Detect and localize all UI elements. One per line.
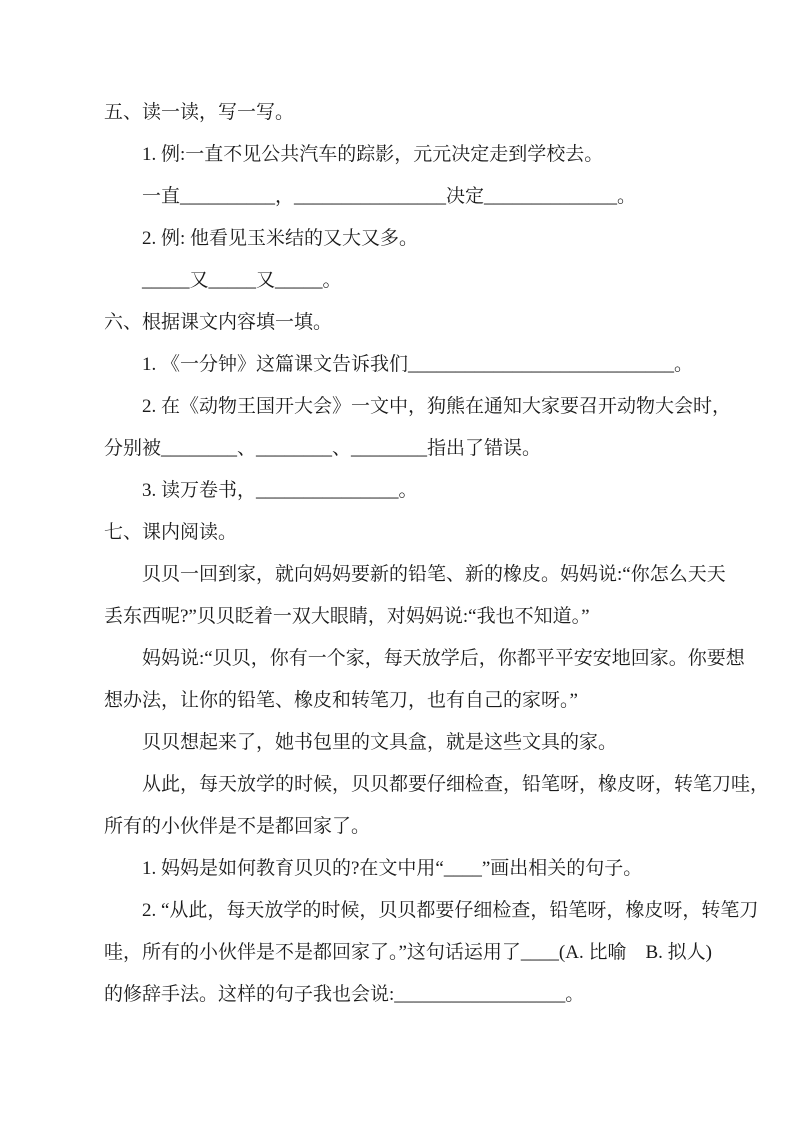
fill-blank-sentence-2: _____又_____又_____。 <box>142 270 342 291</box>
section-five-heading: 五、读一读，写一写。 <box>104 102 295 123</box>
reading-paragraph-3: 贝贝想起来了，她书包里的文具盒，就是这些文具的家。 <box>142 732 618 753</box>
question-one-minute: 1. 《一分钟》这篇课文告诉我们____________________________。 <box>142 354 694 375</box>
reading-question-2-line-2: 哇，所有的小伙伴是不是都回家了。”这句话运用了____(A. 比喻 B. 拟人) <box>104 942 712 963</box>
reading-paragraph-4-line-2: 所有的小伙伴是不是都回家了。 <box>104 816 371 837</box>
section-five-read-and-write <box>104 92 744 302</box>
reading-paragraph-1-line-1: 贝贝一回到家，就向妈妈要新的铅笔、新的橡皮。妈妈说:“你怎么天天 <box>142 564 726 585</box>
section-seven-reading <box>104 512 770 1016</box>
section-six-fill-from-text <box>104 302 744 512</box>
reading-question-1: 1. 妈妈是如何教育贝贝的?在文中用“____”画出相关的句子。 <box>142 858 643 879</box>
reading-question-2-line-1: 2. “从此，每天放学的时候，贝贝都要仔细检查，铅笔呀，橡皮呀，转笔刀 <box>142 900 759 921</box>
fill-blank-sentence-1: 一直__________，________________决定______________。 <box>142 186 637 207</box>
reading-paragraph-2-line-2: 想办法，让你的铅笔、橡皮和转笔刀，也有自己的家呀。” <box>104 690 578 711</box>
example-sentence-1: 1. 例:一直不见公共汽车的踪影，元元决定走到学校去。 <box>142 144 604 165</box>
section-six-heading: 六、根据课文内容填一填。 <box>104 312 333 333</box>
question-read-books: 3. 读万卷书，_______________。 <box>142 480 418 501</box>
example-sentence-2: 2. 例: 他看见玉米结的又大又多。 <box>142 228 419 249</box>
reading-paragraph-1-line-2: 丢东西呢?”贝贝眨着一双大眼睛，对妈妈说:“我也不知道。” <box>104 606 590 627</box>
reading-question-2-line-3: 的修辞手法。这样的句子我也会说:__________________。 <box>104 984 585 1005</box>
question-animal-kingdom-line-1: 2. 在《动物王国开大会》一文中，狗熊在通知大家要召开动物大会时， <box>142 396 732 417</box>
reading-paragraph-4-line-1: 从此，每天放学的时候，贝贝都要仔细检查，铅笔呀，橡皮呀，转笔刀哇， <box>142 774 770 795</box>
section-seven-heading: 七、课内阅读。 <box>104 522 238 543</box>
reading-paragraph-2-line-1: 妈妈说:“贝贝，你有一个家，每天放学后，你都平平安安地回家。你要想 <box>142 648 745 669</box>
question-animal-kingdom-line-2: 分别被________、________、________指出了错误。 <box>104 438 542 459</box>
worksheet-content <box>104 92 770 1016</box>
